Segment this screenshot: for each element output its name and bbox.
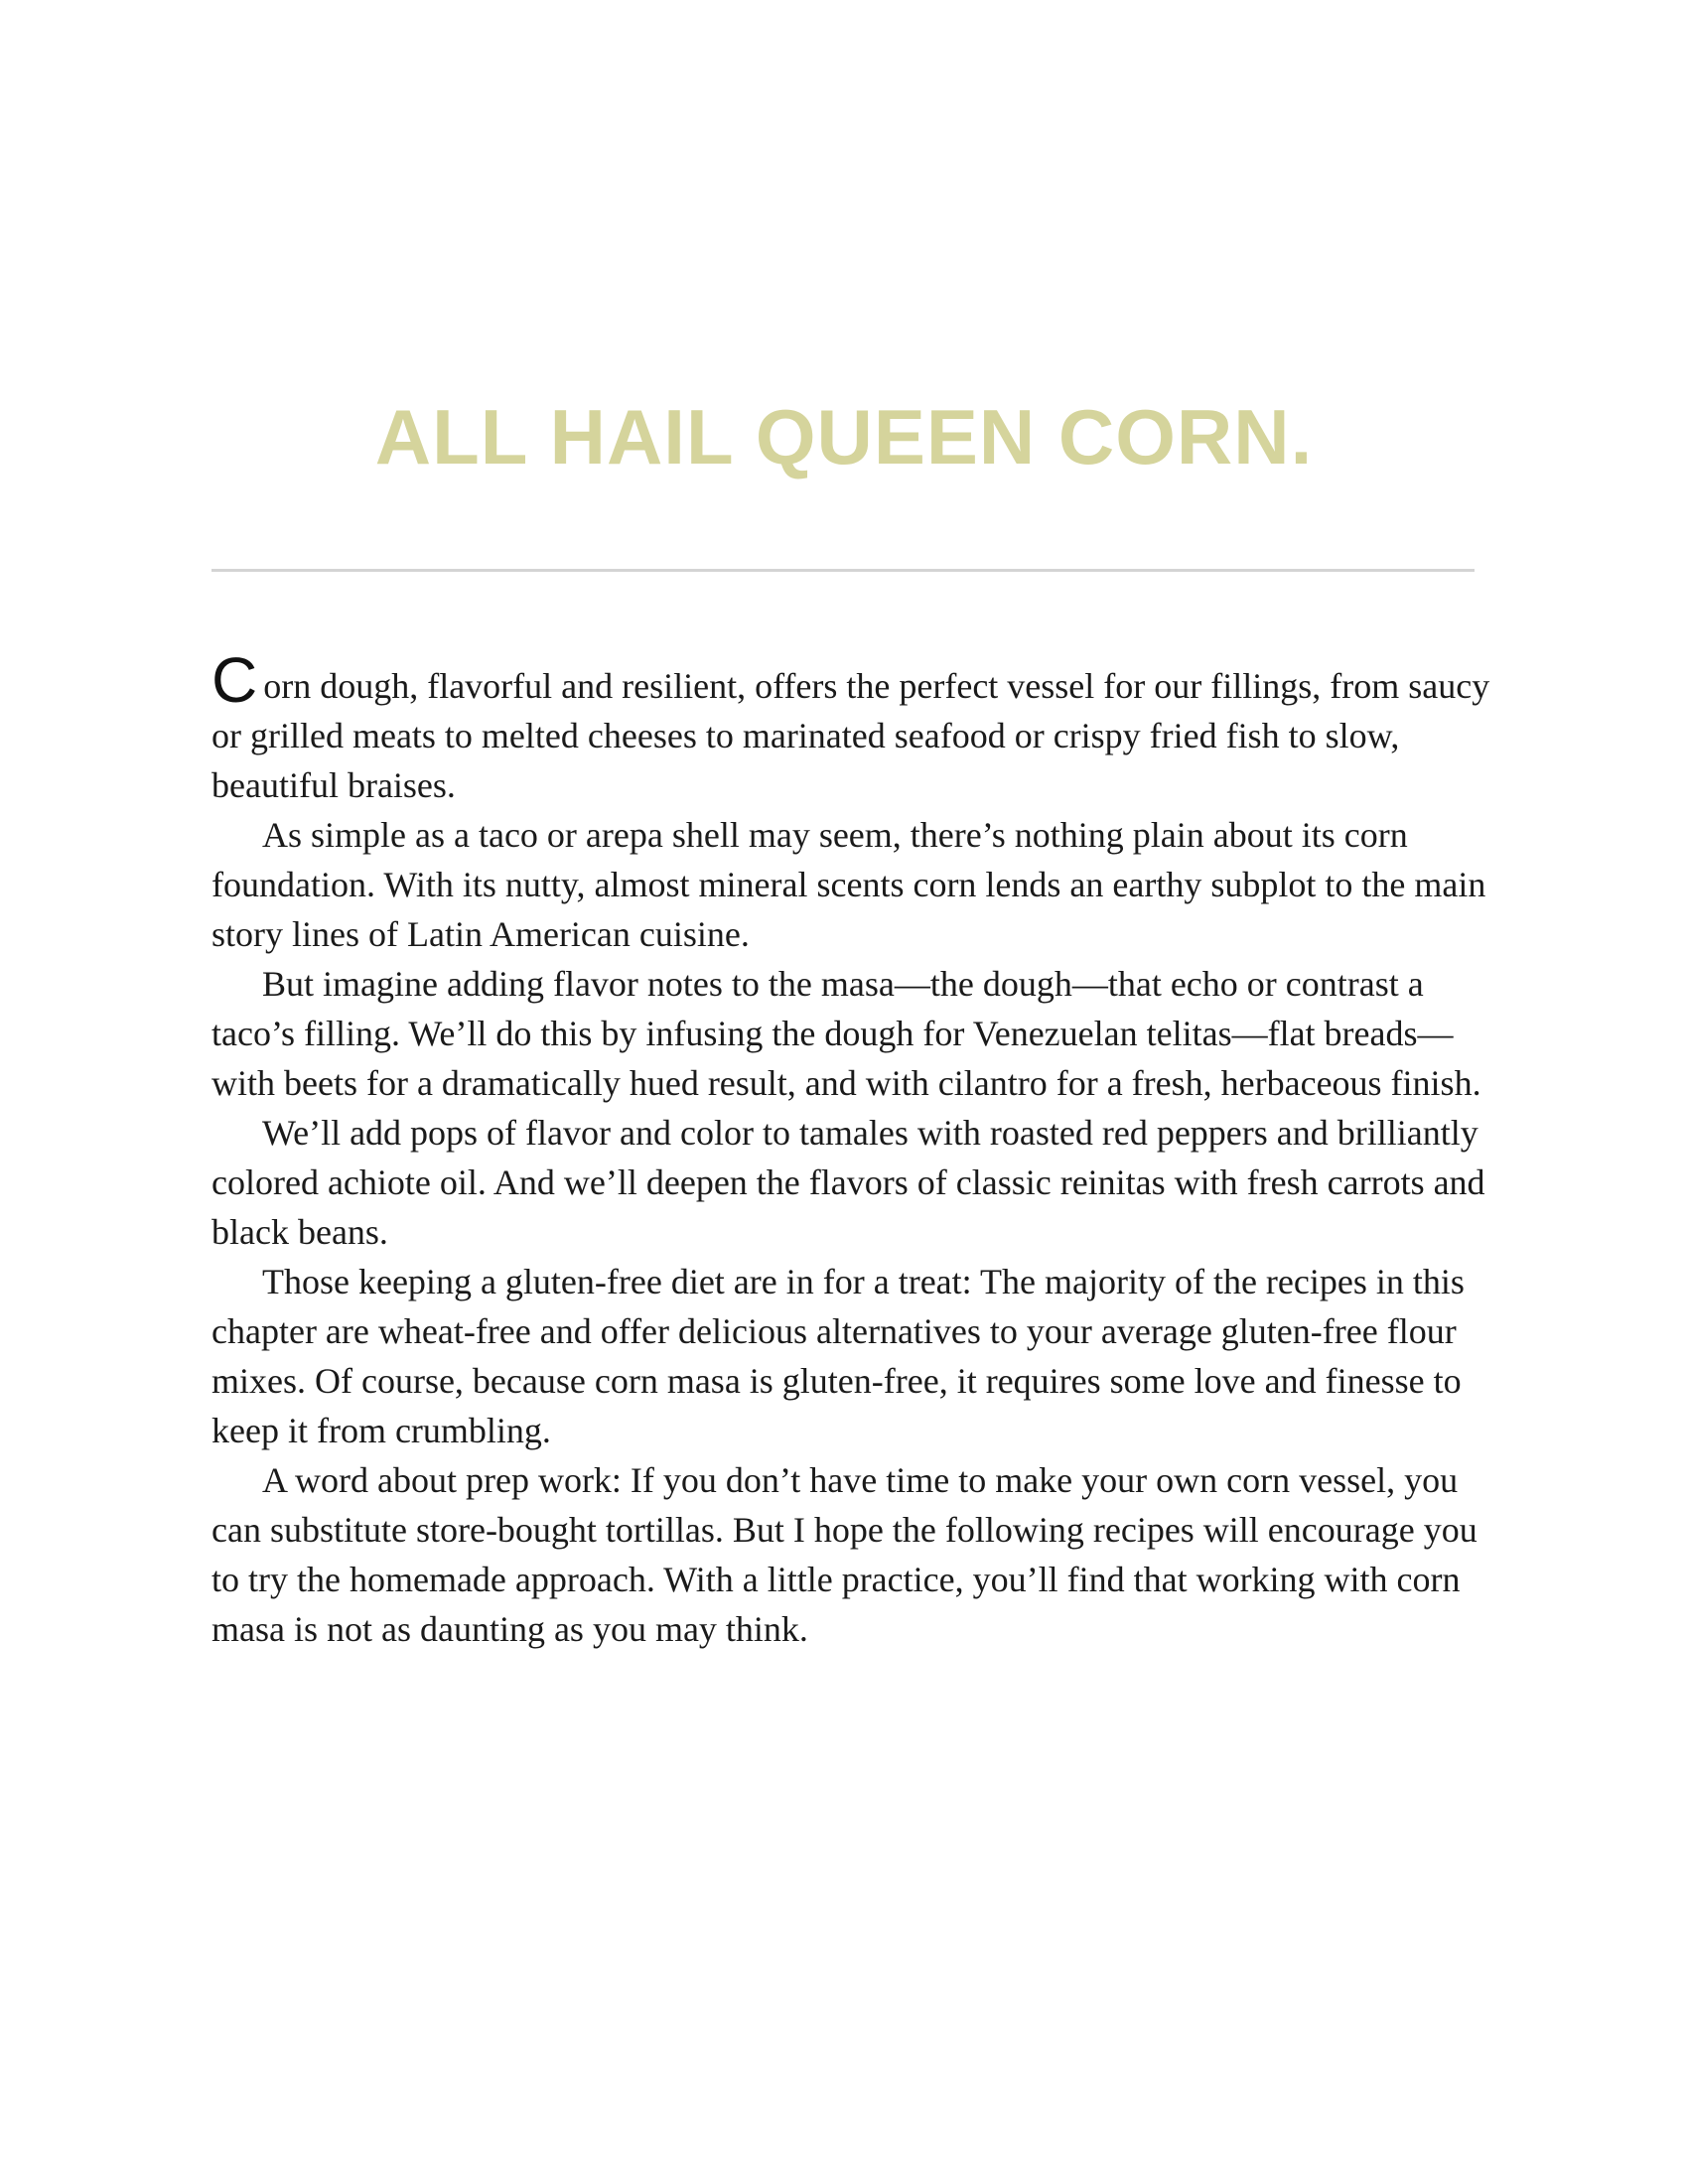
chapter-title: ALL HAIL QUEEN CORN.	[374, 393, 1314, 480]
paragraph: But imagine adding flavor notes to the masa—the dough—that echo or contrast a taco’s filling. We’ll do this by infusing the dough for Venezuelan telitas—flat breads—with beets for a dramatically hued result, and with cilantro for a fresh, herbaceous finish.	[211, 964, 1481, 1103]
drop-cap: C	[211, 644, 258, 716]
paragraph: As simple as a taco or arepa shell may seem, there’s nothing plain about its corn foundation. With its nutty, almost mineral scents corn lends an earthy subplot to the main story lines of Latin American cuisine.	[211, 815, 1486, 954]
intro-text: orn dough, flavorful and resilient, offers the perfect vessel for our fillings, from saucy or grilled meats to melted cheeses to marinated seafood or crispy fried fish to slow, beautiful braises.	[211, 666, 1490, 805]
title-divider	[211, 569, 1475, 572]
paragraph: A word about prep work: If you don’t have time to make your own corn vessel, you can substitute store-bought tortillas. But I hope the following recipes will encourage you to try the homemade approach. With a little practice, you’ll find that working with corn masa is not as daunting as you may think.	[211, 1460, 1477, 1649]
intro-paragraph	[211, 644, 1492, 810]
paragraph: We’ll add pops of flavor and color to tamales with roasted red peppers and brilliantly colored achiote oil. And we’ll deepen the flavors of classic reinitas with fresh carrots and black beans.	[211, 1113, 1485, 1252]
body-text	[211, 644, 1492, 1654]
paragraph: Those keeping a gluten-free diet are in for a treat: The majority of the recipes in this chapter are wheat-free and offer delicious alternatives to your average gluten-free flour mixes. Of course, because corn masa is gluten-free, it requires some love and finesse to keep it from crumbling.	[211, 1262, 1465, 1450]
